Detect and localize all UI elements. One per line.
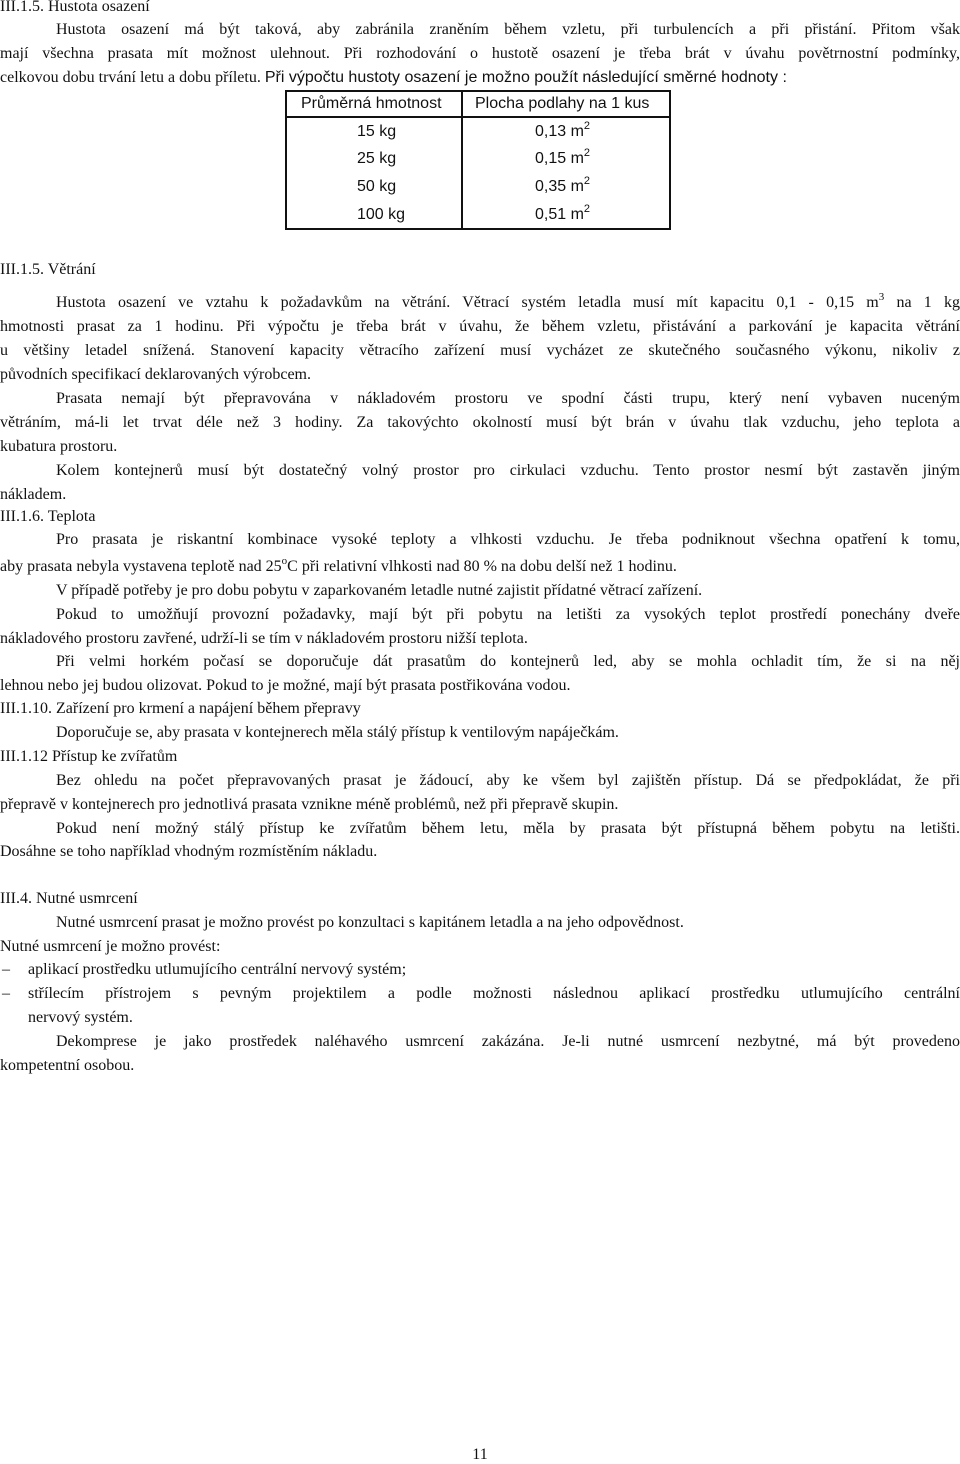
paragraph-line: nákladového prostoru zavřené, udrží-li se tím v nákladovém prostoru nižší teplota. bbox=[0, 630, 528, 647]
density-table bbox=[285, 90, 671, 230]
paragraph-line: mají všechna prasata mít možnost ulehnout. Při rozhodování o hustotě osazení je třeba brát v úvahu povětrnostní podmínky, bbox=[0, 45, 960, 62]
list-dash: – bbox=[2, 961, 10, 978]
paragraph-line: kompetentní osobou. bbox=[0, 1057, 135, 1074]
table-row bbox=[286, 173, 670, 201]
section-heading-temperature: III.1.6. Teplota bbox=[0, 508, 96, 525]
paragraph-line: nákladem. bbox=[0, 486, 67, 503]
cell-weight: 25 kg bbox=[286, 145, 462, 173]
paragraph-line: Nutné usmrcení prasat je možno provést po konzultaci s kapitánem letadla a na jeho odpovědnost. bbox=[56, 914, 684, 931]
paragraph-line: lehnou nebo jej budou olizovat. Pokud to je možné, mají být prasata postřikována vodou. bbox=[0, 677, 571, 694]
table-header-area: Plocha podlahy na 1 kus bbox=[462, 91, 670, 117]
paragraph-line: Pro prasata je riskantní kombinace vysoké teploty a vlhkosti vzduchu. Je třeba podniknout všechna opatření k tomu, bbox=[56, 531, 960, 548]
section-heading-density: III.1.5. Hustota osazení bbox=[0, 0, 150, 15]
paragraph-line: Prasata nemají být přepravována v nákladovém prostoru ve spodní části trupu, který není vybaven nuceným bbox=[56, 390, 960, 407]
list-item-continuation: nervový systém. bbox=[28, 1009, 133, 1026]
paragraph-line: Při velmi horkém počasí se doporučuje dát prasatům do kontejnerů led, aby se mohla ochladit tím, že si na něj bbox=[56, 653, 960, 670]
cell-area: 0,35 $m^2$ bbox=[535, 175, 591, 195]
list-dash: – bbox=[2, 985, 10, 1002]
cell-area: 0,51 $m^2$ bbox=[535, 202, 591, 223]
table-row bbox=[286, 117, 670, 145]
cell-weight: 50 kg bbox=[286, 173, 462, 201]
paragraph-line: Dekomprese je jako prostředek naléhavého usmrcení zakázána. Je-li nutné usmrcení nezbytné, má být provedeno bbox=[56, 1033, 960, 1050]
paragraph-line: větráním, má-li let trvat déle než 3 hodiny. Za takovýchto okolností musí být brán v úvahu tlak vzduchu, jeho teplota a bbox=[0, 414, 960, 431]
paragraph-line: hmotnosti prasat za 1 hodinu. Při výpočtu je třeba brát v úvahu, že během vzletu, přistávání a parkování je kapacita větrání bbox=[0, 318, 960, 335]
paragraph-line: V případě potřeby je pro dobu pobytu v zaparkovaném letadle nutné zajistit přídatné větrací zařízení. bbox=[56, 582, 703, 599]
table-header-weight: Průměrná hmotnost bbox=[286, 91, 462, 117]
cell-area: 0,15 $m^2$ bbox=[535, 147, 591, 167]
section-heading-feeding: III.1.10. Zařízení pro krmení a napájení během přepravy bbox=[0, 700, 361, 717]
section-heading-ventilation: III.1.5. Větrání bbox=[0, 261, 96, 278]
paragraph-line: Hustota osazení má být taková, aby zabránila zraněním během vzletu, při turbulencích a při přistání. Přitom však bbox=[56, 21, 960, 38]
section-heading-emergency-killing: III.4. Nutné usmrcení bbox=[0, 890, 138, 907]
paragraph-line: kubatura prostoru. bbox=[0, 438, 118, 455]
table-row bbox=[286, 201, 670, 229]
paragraph-line: přepravě v kontejnerech pro jednotlivá prasata vznikne méně problémů, než při přepravě skupin. bbox=[0, 796, 619, 813]
table-header-row bbox=[286, 91, 670, 117]
paragraph-line: Pokud není možný stálý přístup ke zvířatům během letu, měla by prasata být přístupná během pobytu na letišti. bbox=[56, 820, 960, 837]
list-item bbox=[0, 983, 960, 1005]
list-item-text: střílecím přístrojem s pevným projektilem a podle možnosti následnou aplikací prostředku utlumujícího centrální bbox=[28, 985, 960, 1002]
cell-weight: 100 kg bbox=[286, 201, 462, 229]
cell-area: 0,13 $m^2$ bbox=[535, 119, 591, 140]
paragraph-line: Nutné usmrcení je možno provést: bbox=[0, 938, 221, 955]
table-row bbox=[286, 145, 670, 173]
page-number: 11 bbox=[472, 1446, 488, 1463]
paragraph-line: Pokud to umožňují provozní požadavky, mají být při pobytu na letišti za vysokých teplot prostředí ponechány dveře bbox=[56, 606, 960, 623]
cell-weight: 15 kg bbox=[286, 117, 462, 145]
paragraph-line: aby prasata nebyla vystavena teplotě nad 25$^o$C při relativní vlhkosti nad 80 % na dobu delší než 1 hodinu. bbox=[0, 555, 677, 575]
paragraph-line: Bez ohledu na počet přepravovaných prasat je žádoucí, aby ke všem byl zajištěn přístup. Dá se předpokládat, že při bbox=[56, 772, 960, 789]
paragraph-line: Doporučuje se, aby prasata v kontejnerech měla stálý přístup k ventilovým napáječkám. bbox=[56, 724, 619, 741]
section-heading-access: III.1.12 Přístup ke zvířatům bbox=[0, 748, 178, 765]
paragraph-line: u většiny letadel snížená. Stanovení kapacity větracího zařízení musí vycházet ze skutečného současného výkonu, nikoliv z bbox=[0, 342, 960, 359]
paragraph-line: Hustota osazení ve vztahu k požadavkům na větrání. Větrací systém letadla musí mít kapacitu 0,1 - 0,15 $m^3$ na 1 kg bbox=[56, 291, 960, 311]
paragraph-line bbox=[0, 67, 787, 89]
list-item-text: aplikací prostředku utlumujícího centrální nervový systém; bbox=[28, 961, 407, 978]
paragraph-line: Dosáhne se toho například vhodným rozmístěním nákladu. bbox=[0, 843, 378, 860]
paragraph-text-sans: Při výpočtu hustoty osazení je možno použít následující směrné hodnoty : bbox=[264, 69, 787, 86]
paragraph-line: Kolem kontejnerů musí být dostatečný volný prostor pro cirkulaci vzduchu. Tento prostor nesmí být zastavěn jiným bbox=[56, 462, 960, 479]
paragraph-text: celkovou dobu trvání letu a dobu příletu. bbox=[0, 69, 261, 86]
paragraph-line: původních specifikací deklarovaných výrobcem. bbox=[0, 366, 311, 383]
